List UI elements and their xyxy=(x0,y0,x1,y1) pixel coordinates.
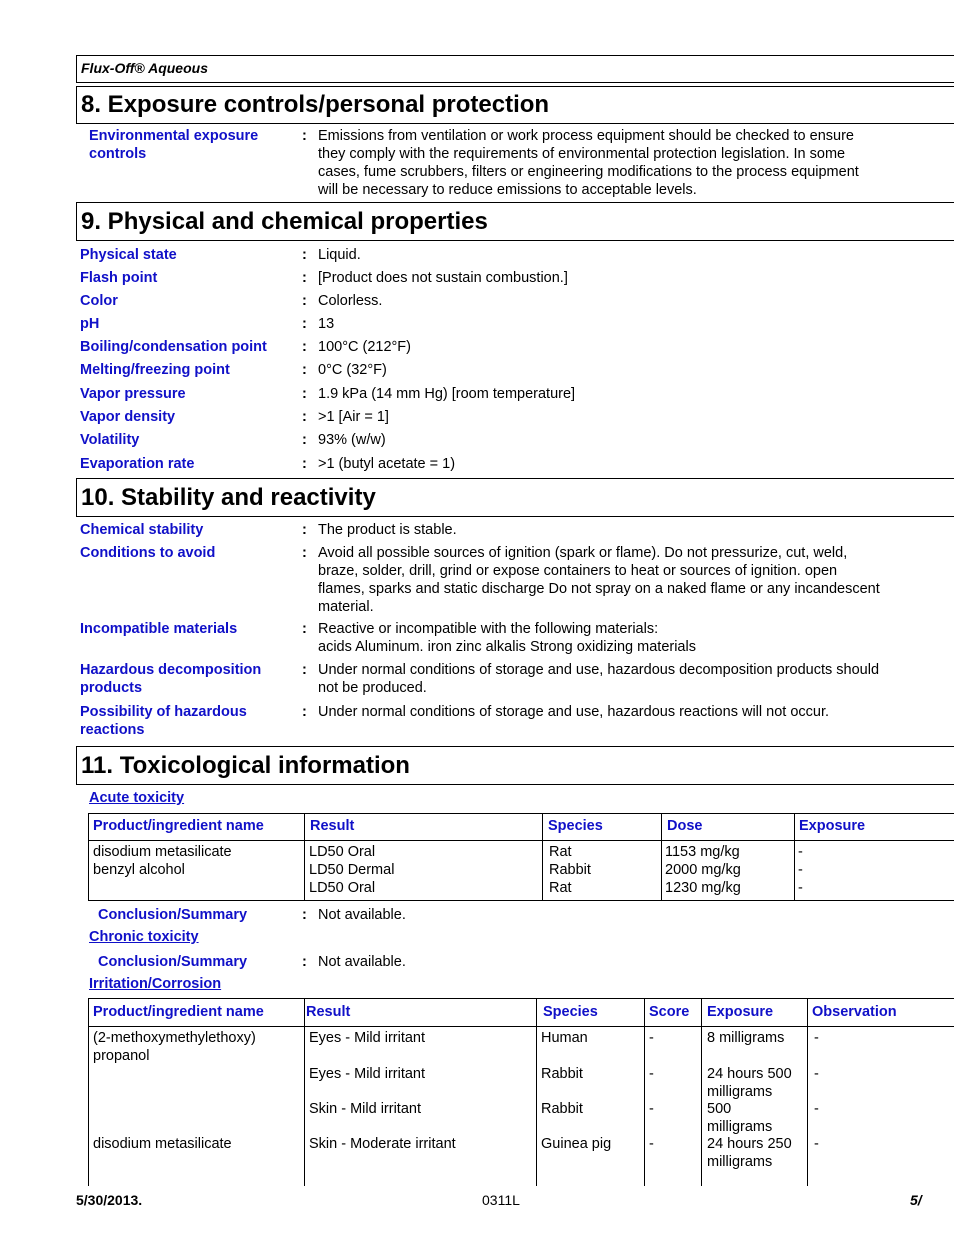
footer-page: 5/ xyxy=(910,1192,922,1208)
acute-header-name: Product/ingredient name xyxy=(93,818,264,834)
table-border xyxy=(304,998,305,1186)
section-8-title: 8. Exposure controls/personal protection xyxy=(81,91,550,118)
irr-header-result: Result xyxy=(306,1004,351,1020)
acute-header-result: Result xyxy=(310,818,355,834)
conditions-to-avoid-label: Conditions to avoid xyxy=(80,545,216,561)
conditions-to-avoid-value: Avoid all possible sources of ignition (spark or flame). Do not pressurize, cut, weld, braze, solder, drill, grind or expose containers to heat or sources of ignition. open flames, sparks and static discharge Do not spray on a naked flame or any incandescent material. xyxy=(318,545,880,615)
acute-header-species: Species xyxy=(548,818,603,834)
hazardous-reactions-label: Possibility of hazardous reactions xyxy=(80,704,247,738)
irr-row-4-exposure: 24 hours 250 milligrams xyxy=(707,1136,792,1170)
ph-label: pH xyxy=(80,316,100,332)
colon: : xyxy=(302,907,307,923)
irr-row-4-species: Guinea pig xyxy=(541,1136,612,1152)
vapor-pressure-value: 1.9 kPa (14 mm Hg) [room temperature] xyxy=(318,386,576,402)
product-name: Flux-Off® Aqueous xyxy=(81,60,208,76)
table-border xyxy=(661,813,662,901)
colon: : xyxy=(302,409,307,425)
colon: : xyxy=(302,128,307,144)
evaporation-rate-value: >1 (butyl acetate = 1) xyxy=(318,456,456,472)
physical-state-label: Physical state xyxy=(80,247,177,263)
chronic-conclusion-value: Not available. xyxy=(318,954,406,970)
colon: : xyxy=(302,316,307,332)
colon: : xyxy=(302,545,307,561)
irr-header-name: Product/ingredient name xyxy=(93,1004,264,1020)
section-9-title: 9. Physical and chemical properties xyxy=(81,208,488,235)
colon: : xyxy=(302,662,307,678)
table-border xyxy=(88,998,89,1186)
chemical-stability-value: The product is stable. xyxy=(318,522,457,538)
irr-header-observation: Observation xyxy=(812,1004,897,1020)
section-9-header xyxy=(76,202,954,241)
color-value: Colorless. xyxy=(318,293,383,309)
irr-header-exposure: Exposure xyxy=(707,1004,774,1020)
table-border xyxy=(88,840,954,841)
volatility-value: 93% (w/w) xyxy=(318,432,386,448)
acute-col-dose: 1153 mg/kg 2000 mg/kg 1230 mg/kg xyxy=(665,844,741,896)
irr-row-2-score: - xyxy=(649,1066,654,1082)
ph-value: 13 xyxy=(318,316,335,332)
table-border xyxy=(807,998,808,1186)
irr-header-species: Species xyxy=(543,1004,598,1020)
hazardous-decomposition-value: Under normal conditions of storage and use, hazardous decomposition products should not be produced. xyxy=(318,662,880,696)
colon: : xyxy=(302,293,307,309)
boiling-point-label: Boiling/condensation point xyxy=(80,339,267,355)
footer-code: 0311L xyxy=(482,1192,520,1208)
table-border xyxy=(542,813,543,901)
incompatible-materials-label: Incompatible materials xyxy=(80,621,238,637)
irr-row-3-observation: - xyxy=(814,1101,819,1117)
table-border xyxy=(304,813,305,901)
table-border xyxy=(88,813,89,901)
flash-point-label: Flash point xyxy=(80,270,158,286)
hazardous-decomposition-label: Hazardous decomposition products xyxy=(80,662,262,696)
irr-row-4-result: Skin - Moderate irritant xyxy=(309,1136,456,1152)
irr-row-4-observation: - xyxy=(814,1136,819,1152)
melting-point-value: 0°C (32°F) xyxy=(318,362,387,378)
table-border xyxy=(536,998,537,1186)
irr-row-1-species: Human xyxy=(541,1030,588,1046)
table-border xyxy=(644,998,645,1186)
irr-row-3-result: Skin - Mild irritant xyxy=(309,1101,421,1117)
color-label: Color xyxy=(80,293,118,309)
acute-header-exposure: Exposure xyxy=(799,818,866,834)
chemical-stability-label: Chemical stability xyxy=(80,522,204,538)
acute-col-exposure: - - - xyxy=(798,844,803,896)
colon: : xyxy=(302,432,307,448)
colon: : xyxy=(302,386,307,402)
acute-col-result: LD50 Oral LD50 Dermal LD50 Oral xyxy=(309,844,395,896)
vapor-density-label: Vapor density xyxy=(80,409,176,425)
table-border xyxy=(794,813,795,901)
hazardous-reactions-value: Under normal conditions of storage and use, hazardous reactions will not occur. xyxy=(318,704,830,720)
colon: : xyxy=(302,621,307,637)
evaporation-rate-label: Evaporation rate xyxy=(80,456,195,472)
incompatible-materials-value: Reactive or incompatible with the following materials: acids Aluminum. iron zinc alkalis Strong oxidizing materials xyxy=(318,621,696,655)
irr-header-score: Score xyxy=(649,1004,690,1020)
colon: : xyxy=(302,270,307,286)
irr-row-3-score: - xyxy=(649,1101,654,1117)
section-10-header xyxy=(76,478,954,517)
vapor-density-value: >1 [Air = 1] xyxy=(318,409,389,425)
env-exposure-value: Emissions from ventilation or work process equipment should be checked to ensure they comply with the requirements of environmental protection legislation. In some cases, fume scrubbers, filters or engineering modifications to the process equipment will be necessary to reduce emissions to acceptable levels. xyxy=(318,128,859,198)
chronic-toxicity-link[interactable]: Chronic toxicity xyxy=(89,929,199,945)
irr-row-2-result: Eyes - Mild irritant xyxy=(309,1066,426,1082)
irr-row-4-score: - xyxy=(649,1136,654,1152)
irr-row-4-name: disodium metasilicate xyxy=(93,1136,232,1152)
colon: : xyxy=(302,247,307,263)
colon: : xyxy=(302,522,307,538)
section-8-header xyxy=(76,86,954,124)
irr-row-1-score: - xyxy=(649,1030,654,1046)
physical-state-value: Liquid. xyxy=(318,247,361,263)
colon: : xyxy=(302,954,307,970)
vapor-pressure-label: Vapor pressure xyxy=(80,386,186,402)
irr-row-1-observation: - xyxy=(814,1030,819,1046)
irr-row-1-result: Eyes - Mild irritant xyxy=(309,1030,426,1046)
irr-row-1-exposure: 8 milligrams xyxy=(707,1030,785,1046)
irritation-corrosion-link[interactable]: Irritation/Corrosion xyxy=(89,976,222,992)
section-11-header xyxy=(76,746,954,785)
acute-toxicity-link[interactable]: Acute toxicity xyxy=(89,790,185,806)
document-header xyxy=(76,55,954,83)
irr-row-3-species: Rabbit xyxy=(541,1101,583,1117)
acute-conclusion-label: Conclusion/Summary xyxy=(98,907,248,923)
irr-row-3-exposure: 500 milligrams xyxy=(707,1101,773,1135)
irr-row-1-name: (2-methoxymethylethoxy) propanol xyxy=(93,1030,256,1064)
irr-row-2-exposure: 24 hours 500 milligrams xyxy=(707,1066,792,1100)
flash-point-value: [Product does not sustain combustion.] xyxy=(318,270,568,286)
table-border xyxy=(88,900,954,901)
boiling-point-value: 100°C (212°F) xyxy=(318,339,411,355)
colon: : xyxy=(302,704,307,720)
section-10-title: 10. Stability and reactivity xyxy=(81,484,376,511)
acute-col-name: disodium metasilicate benzyl alcohol xyxy=(93,844,232,878)
section-11-title: 11. Toxicological information xyxy=(81,752,410,779)
table-border xyxy=(88,998,954,999)
acute-col-species: Rat Rabbit Rat xyxy=(549,844,591,896)
acute-header-dose: Dose xyxy=(667,818,703,834)
footer-date: 5/30/2013. xyxy=(76,1192,143,1208)
acute-conclusion-value: Not available. xyxy=(318,907,406,923)
colon: : xyxy=(302,456,307,472)
colon: : xyxy=(302,339,307,355)
chronic-conclusion-label: Conclusion/Summary xyxy=(98,954,248,970)
irr-row-2-observation: - xyxy=(814,1066,819,1082)
env-exposure-label: Environmental exposure controls xyxy=(89,128,259,162)
table-border xyxy=(701,998,702,1186)
irr-row-2-species: Rabbit xyxy=(541,1066,583,1082)
colon: : xyxy=(302,362,307,378)
table-border xyxy=(88,813,954,814)
melting-point-label: Melting/freezing point xyxy=(80,362,230,378)
volatility-label: Volatility xyxy=(80,432,140,448)
table-border xyxy=(88,1026,954,1027)
